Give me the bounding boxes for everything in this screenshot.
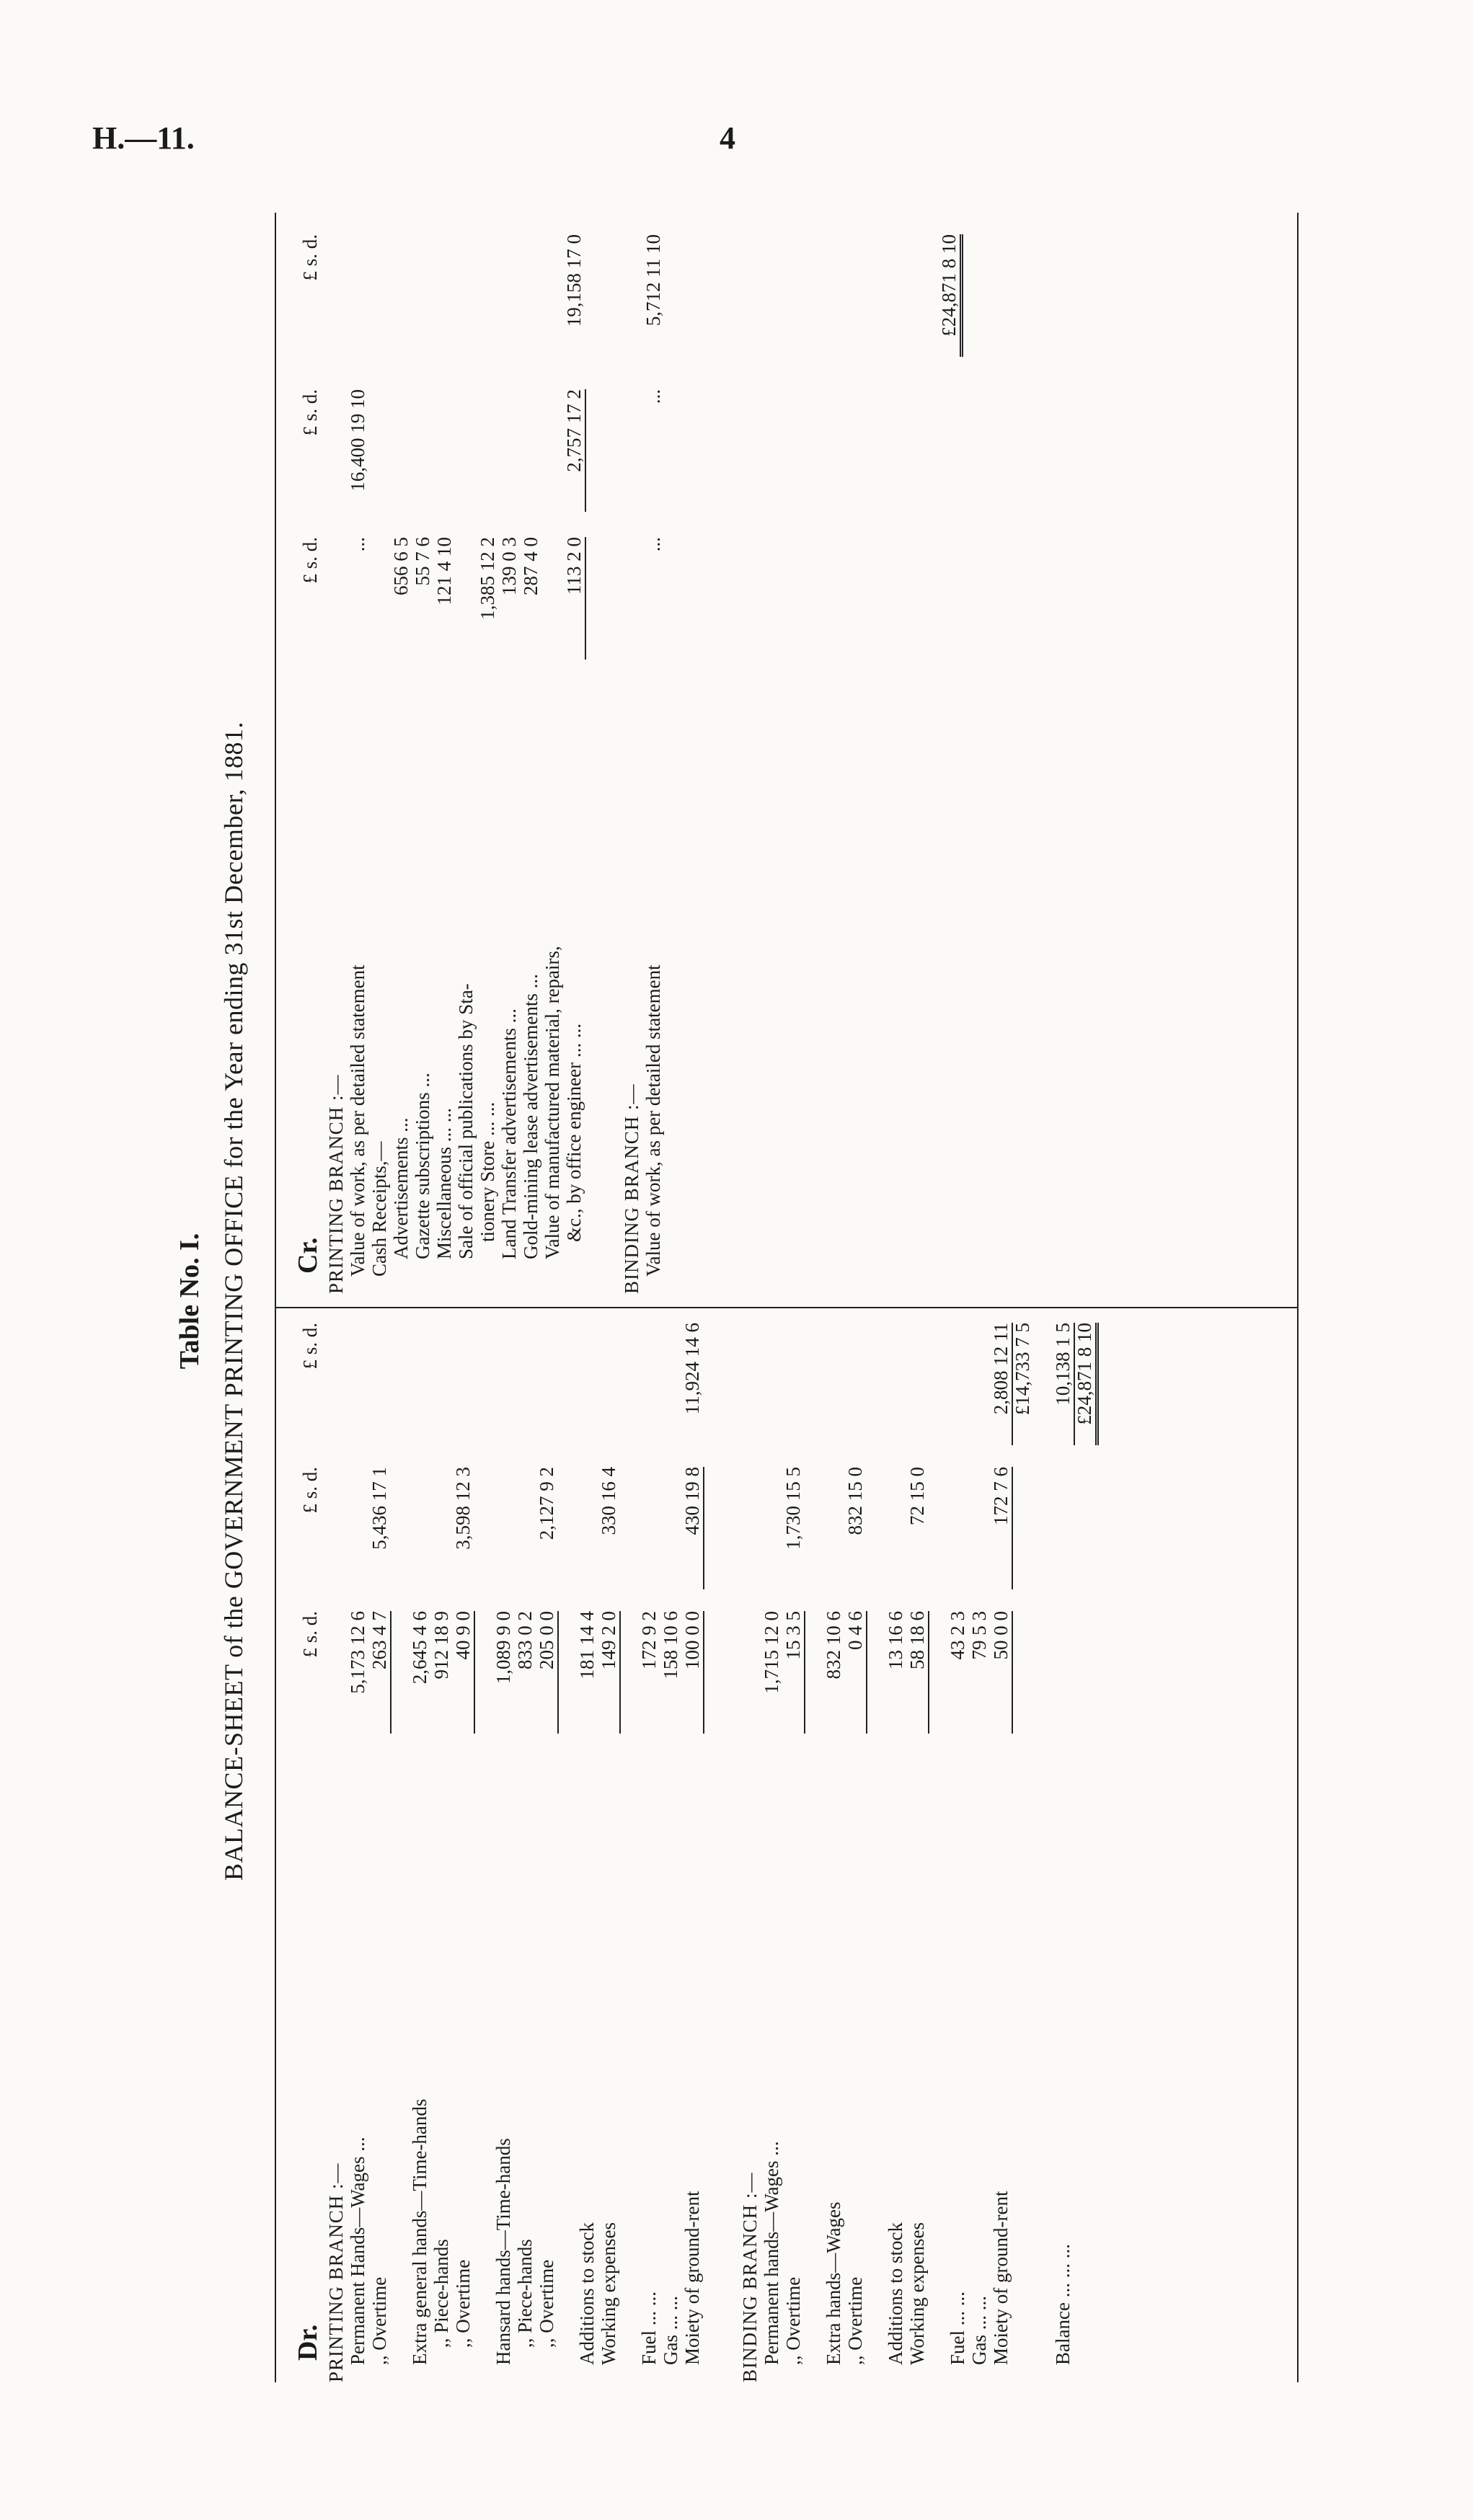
debit-amount-c2: 430 19 8 [681, 1467, 704, 1589]
credit-amount-c2: 16,400 19 10 [347, 389, 368, 492]
debit-row [368, 1308, 390, 2382]
debit-amount-c1: 1,089 9 0 [492, 1611, 514, 1685]
credit-amount-c1: 113 2 0 [563, 537, 586, 660]
debit-row-label: Gas ... ... [660, 2296, 681, 2365]
debit-row-label: ,, Piece-hands [514, 2239, 536, 2348]
credit-currency-header-3: £ s. d. [299, 234, 321, 281]
credit-amount-c1: ... [642, 537, 664, 552]
debit-row [823, 1308, 844, 2382]
debit-amount-c1: 833 0 2 [514, 1611, 536, 1669]
credit-row-label: Cash Receipts,— [368, 1141, 390, 1277]
credit-row [541, 213, 563, 1294]
debit-row [638, 1308, 660, 2382]
debit-row [761, 1308, 782, 2382]
debit-row-label: Moiety of ground-rent [681, 2191, 703, 2365]
debit-amount-c1: 100 0 0 [681, 1611, 704, 1734]
debit-amount-c2: 172 7 6 [990, 1467, 1013, 1589]
credit-row [412, 213, 433, 1294]
credit-amount-c1: 55 7 6 [412, 537, 433, 586]
debit-heading: Dr. [293, 2324, 323, 2361]
credit-amount-c1: ... [347, 537, 368, 552]
credit-currency-header-1: £ s. d. [299, 537, 321, 584]
credit-amount-c1: 287 4 0 [520, 537, 541, 595]
debit-row [409, 1308, 430, 2382]
debit-row [947, 1308, 968, 2382]
debit-amount-c1: 149 2 0 [598, 1611, 621, 1734]
debit-amount-c1: 832 10 6 [823, 1611, 844, 1680]
debit-row-label: ,, Piece-hands [430, 2239, 452, 2348]
debit-row [1012, 1308, 1033, 2382]
debit-row [885, 1308, 906, 2382]
credit-row-label: Sale of official publications by Sta- [455, 983, 477, 1259]
credit-row-label: Land Transfer advertisements ... [498, 1008, 520, 1259]
debit-amount-c1: 5,173 12 6 [347, 1611, 368, 1694]
debit-row [782, 1308, 804, 2382]
debit-row-label: Extra hands—Wages [823, 2201, 844, 2365]
credit-row [347, 213, 368, 1294]
debit-row [576, 1308, 598, 2382]
debit-amount-c1: 912 18 9 [430, 1611, 452, 1680]
credit-row [642, 213, 664, 1294]
table-title: Table No. I. [174, 1233, 205, 1370]
debit-row-label: Working expenses [598, 2222, 619, 2365]
credit-currency-header-2: £ s. d. [299, 389, 321, 436]
debit-currency-header-1: £ s. d. [299, 1611, 321, 1658]
credit-amount-c3: £24,871 8 10 [938, 234, 963, 357]
credit-rows [325, 213, 960, 1294]
credit-row [938, 213, 960, 1294]
debit-row [452, 1308, 474, 2382]
debit-row-label: ,, Overtime [452, 2259, 474, 2348]
credit-row [433, 213, 455, 1294]
debit-amount-c1: 1,715 12 0 [761, 1611, 782, 1694]
debit-amount-c1: 58 18 6 [906, 1611, 929, 1734]
debit-row [660, 1308, 681, 2382]
credit-row-label: BINDING BRANCH :— [621, 1083, 642, 1294]
credit-column [275, 213, 1299, 1294]
debit-row [1052, 1308, 1074, 2382]
debit-row-label: Permanent Hands—Wages ... [347, 2137, 368, 2365]
debit-row [906, 1308, 928, 2382]
debit-row [968, 1308, 990, 2382]
debit-amount-c1: 0 4 6 [844, 1611, 867, 1734]
debit-amount-c1: 15 3 5 [782, 1611, 805, 1734]
debit-row-label: Moiety of ground-rent [990, 2191, 1012, 2365]
debit-row-label: ,, Overtime [368, 2276, 390, 2365]
debit-row-label: Fuel ... ... [638, 2291, 660, 2365]
debit-row-label: Permanent hands—Wages ... [761, 2141, 782, 2365]
credit-row-label: Value of work, as per detailed statement [347, 964, 368, 1277]
credit-row-label: tionery Store ... ... [477, 1101, 498, 1242]
debit-row-label: Additions to stock [576, 2222, 598, 2365]
debit-rows [325, 1308, 1095, 2382]
credit-row [520, 213, 541, 1294]
credit-amount-c1: 656 6 5 [390, 537, 412, 595]
credit-row-label: Advertisements ... [390, 1117, 412, 1259]
debit-amount-c1: 50 0 0 [990, 1611, 1013, 1734]
debit-row [990, 1308, 1012, 2382]
credit-row [368, 213, 390, 1294]
debit-amount-c2: 1,730 15 5 [782, 1467, 804, 1550]
debit-amount-c1: 79 5 3 [968, 1611, 990, 1660]
debit-row-label: Extra general hands—Time-hands [409, 2098, 430, 2365]
debit-amount-c2: 330 16 4 [598, 1467, 619, 1535]
debit-row-label: Gas ... ... [968, 2296, 990, 2365]
credit-row [621, 213, 642, 1294]
debit-amount-c2: 3,598 12 3 [452, 1467, 474, 1550]
debit-row [492, 1308, 514, 2382]
debit-amount-c3: 11,924 14 6 [681, 1323, 703, 1415]
debit-row [536, 1308, 557, 2382]
credit-row-label: PRINTING BRANCH :— [325, 1074, 347, 1294]
rotated-table-page [174, 148, 1299, 2454]
debit-amount-c3: 10,138 1 5 [1052, 1323, 1075, 1445]
debit-row [325, 1308, 347, 2382]
credit-amount-c2: 2,757 17 2 [563, 389, 586, 512]
debit-row-label: ,, Overtime [536, 2259, 557, 2348]
debit-row [681, 1308, 703, 2382]
credit-row [325, 213, 347, 1294]
debit-row-label: PRINTING BRANCH :— [325, 2162, 347, 2382]
credit-row [563, 213, 585, 1294]
debit-row [430, 1308, 452, 2382]
credit-row [477, 213, 498, 1294]
debit-amount-c3: £14,733 7 5 [1012, 1323, 1033, 1416]
debit-row-label: ,, Overtime [782, 2276, 804, 2365]
credit-amount-c2: ... [642, 389, 664, 404]
debit-amount-c1: 2,645 4 6 [409, 1611, 430, 1685]
credit-amount-c1: 121 4 10 [433, 537, 455, 605]
credit-row-label: Miscellaneous ... ... [433, 1108, 455, 1259]
credit-amount-c3: 19,158 17 0 [563, 234, 585, 327]
debit-row-label: BINDING BRANCH :— [739, 2172, 761, 2382]
credit-heading: Cr. [293, 1237, 323, 1274]
debit-amount-c2: 832 15 0 [844, 1467, 866, 1535]
debit-currency-header-3: £ s. d. [299, 1323, 321, 1370]
debit-row-label: Working expenses [906, 2222, 928, 2365]
debit-amount-c1: 40 9 0 [452, 1611, 475, 1734]
credit-row-label: Gazette subscriptions ... [412, 1073, 433, 1259]
debit-amount-c2: 72 15 0 [906, 1467, 928, 1525]
debit-column [275, 1308, 1299, 2382]
debit-row [598, 1308, 619, 2382]
credit-amount-c3: 5,712 11 10 [642, 234, 664, 327]
credit-row-label: Gold-mining lease advertisements ... [520, 974, 541, 1259]
debit-row [1074, 1308, 1095, 2382]
table-subtitle: BALANCE-SHEET of the GOVERNMENT PRINTING OFFICE for the Year ending 31st December, 1881. [219, 721, 248, 1881]
debit-row-label: Fuel ... ... [947, 2291, 968, 2365]
debit-amount-c1: 172 9 2 [638, 1611, 660, 1669]
credit-row [390, 213, 412, 1294]
debit-row [844, 1308, 866, 2382]
debit-row-label: Hansard hands—Time-hands [492, 2138, 514, 2365]
page-number: 4 [720, 120, 735, 156]
debit-row [739, 1308, 761, 2382]
debit-amount-c3: £24,871 8 10 [1074, 1323, 1099, 1445]
debit-amount-c1: 43 2 3 [947, 1611, 968, 1660]
credit-row [455, 213, 477, 1294]
credit-row [498, 213, 520, 1294]
debit-row [347, 1308, 368, 2382]
balance-sheet-table [275, 213, 1299, 2382]
debit-amount-c2: 5,436 17 1 [368, 1467, 390, 1550]
debit-amount-c1: 263 4 7 [368, 1611, 392, 1734]
credit-row-label: Value of manufactured material, repairs, [541, 946, 563, 1259]
debit-amount-c1: 205 0 0 [536, 1611, 559, 1734]
credit-row-label: Value of work, as per detailed statement [642, 964, 664, 1277]
credit-amount-c1: 139 0 3 [498, 537, 520, 595]
series-code: H.—11. [92, 120, 195, 156]
debit-row [514, 1308, 536, 2382]
debit-amount-c1: 13 16 6 [885, 1611, 906, 1669]
debit-currency-header-2: £ s. d. [299, 1467, 321, 1514]
debit-row-label: Additions to stock [885, 2222, 906, 2365]
debit-row-label: Balance ... ... ... [1052, 2244, 1074, 2365]
credit-row-label: &c., by office engineer ... ... [563, 1023, 585, 1242]
debit-row-label: ,, Overtime [844, 2276, 866, 2365]
debit-amount-c3: 2,808 12 11 [990, 1323, 1013, 1445]
debit-amount-c2: 2,127 9 2 [536, 1467, 557, 1540]
debit-amount-c1: 158 10 6 [660, 1611, 681, 1680]
debit-amount-c1: 181 14 4 [576, 1611, 598, 1680]
credit-amount-c1: 1,385 12 2 [477, 537, 498, 620]
